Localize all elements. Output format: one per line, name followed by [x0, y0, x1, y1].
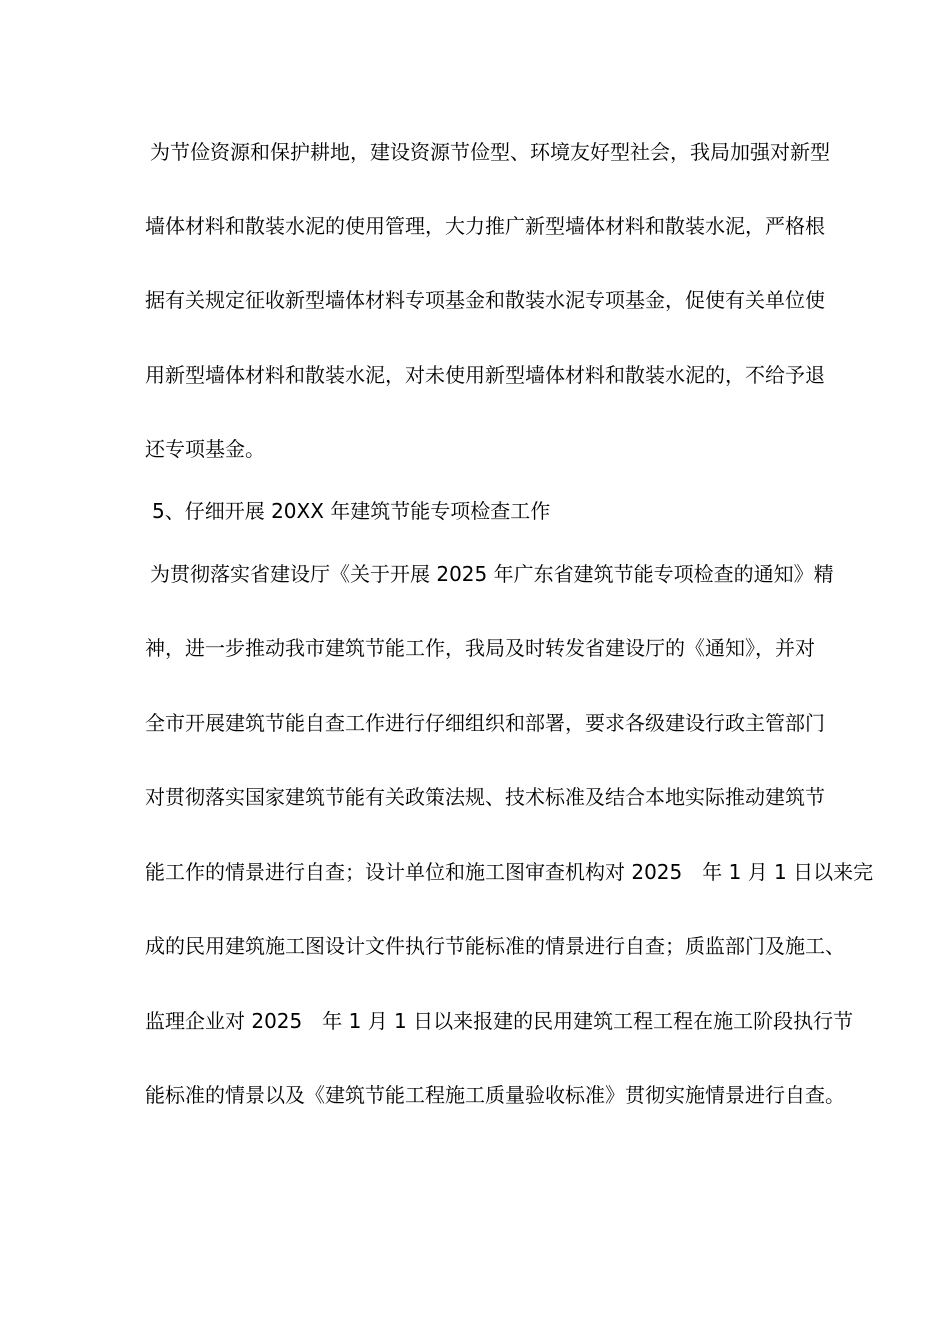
paragraph-1-line-2: 墙体材料和散装水泥的使用管理，大力推广新型墙体材料和散装水泥，严格根 — [145, 214, 825, 238]
paragraph-1-line-4: 用新型墙体材料和散装水泥，对未使用新型墙体材料和散装水泥的，不给予退 — [145, 363, 825, 387]
paragraph-2-line-8: 能标准的情景以及《建筑节能工程施工质量验收标准》贯彻实施情景进行自查。 — [145, 1083, 845, 1107]
paragraph-2-line-5: 能工作的情景进行自查；设计单位和施工图审查机构对 2025 年 1 月 1 日以来完 — [145, 860, 874, 884]
paragraph-2-line-4: 对贯彻落实国家建筑节能有关政策法规、技术标准及结合本地实际推动建筑节 — [145, 785, 825, 809]
paragraph-2-line-6: 成的民用建筑施工图设计文件执行节能标准的情景进行自查；质监部门及施工、 — [145, 934, 845, 958]
paragraph-2-line-1: 为贯彻落实省建设厅《关于开展 2025 年广东省建筑节能专项检查的通知》精 — [150, 562, 834, 586]
paragraph-2-line-3: 全市开展建筑节能自查工作进行仔细组织和部署，要求各级建设行政主管部门 — [145, 711, 825, 735]
section-heading: 5、仔细开展 20XX 年建筑节能专项检查工作 — [152, 499, 551, 523]
paragraph-1-line-3: 据有关规定征收新型墙体材料专项基金和散装水泥专项基金，促使有关单位使 — [145, 288, 825, 312]
paragraph-1-line-5: 还专项基金。 — [145, 437, 265, 461]
paragraph-2-line-2: 神，进一步推动我市建筑节能工作，我局及时转发省建设厅的《通知》，并对 — [145, 636, 815, 660]
paragraph-1-line-1: 为节俭资源和保护耕地，建设资源节俭型、环境友好型社会，我局加强对新型 — [150, 140, 830, 164]
paragraph-2-line-7: 监理企业对 2025 年 1 月 1 日以来报建的民用建筑工程工程在施工阶段执行节 — [145, 1009, 854, 1033]
